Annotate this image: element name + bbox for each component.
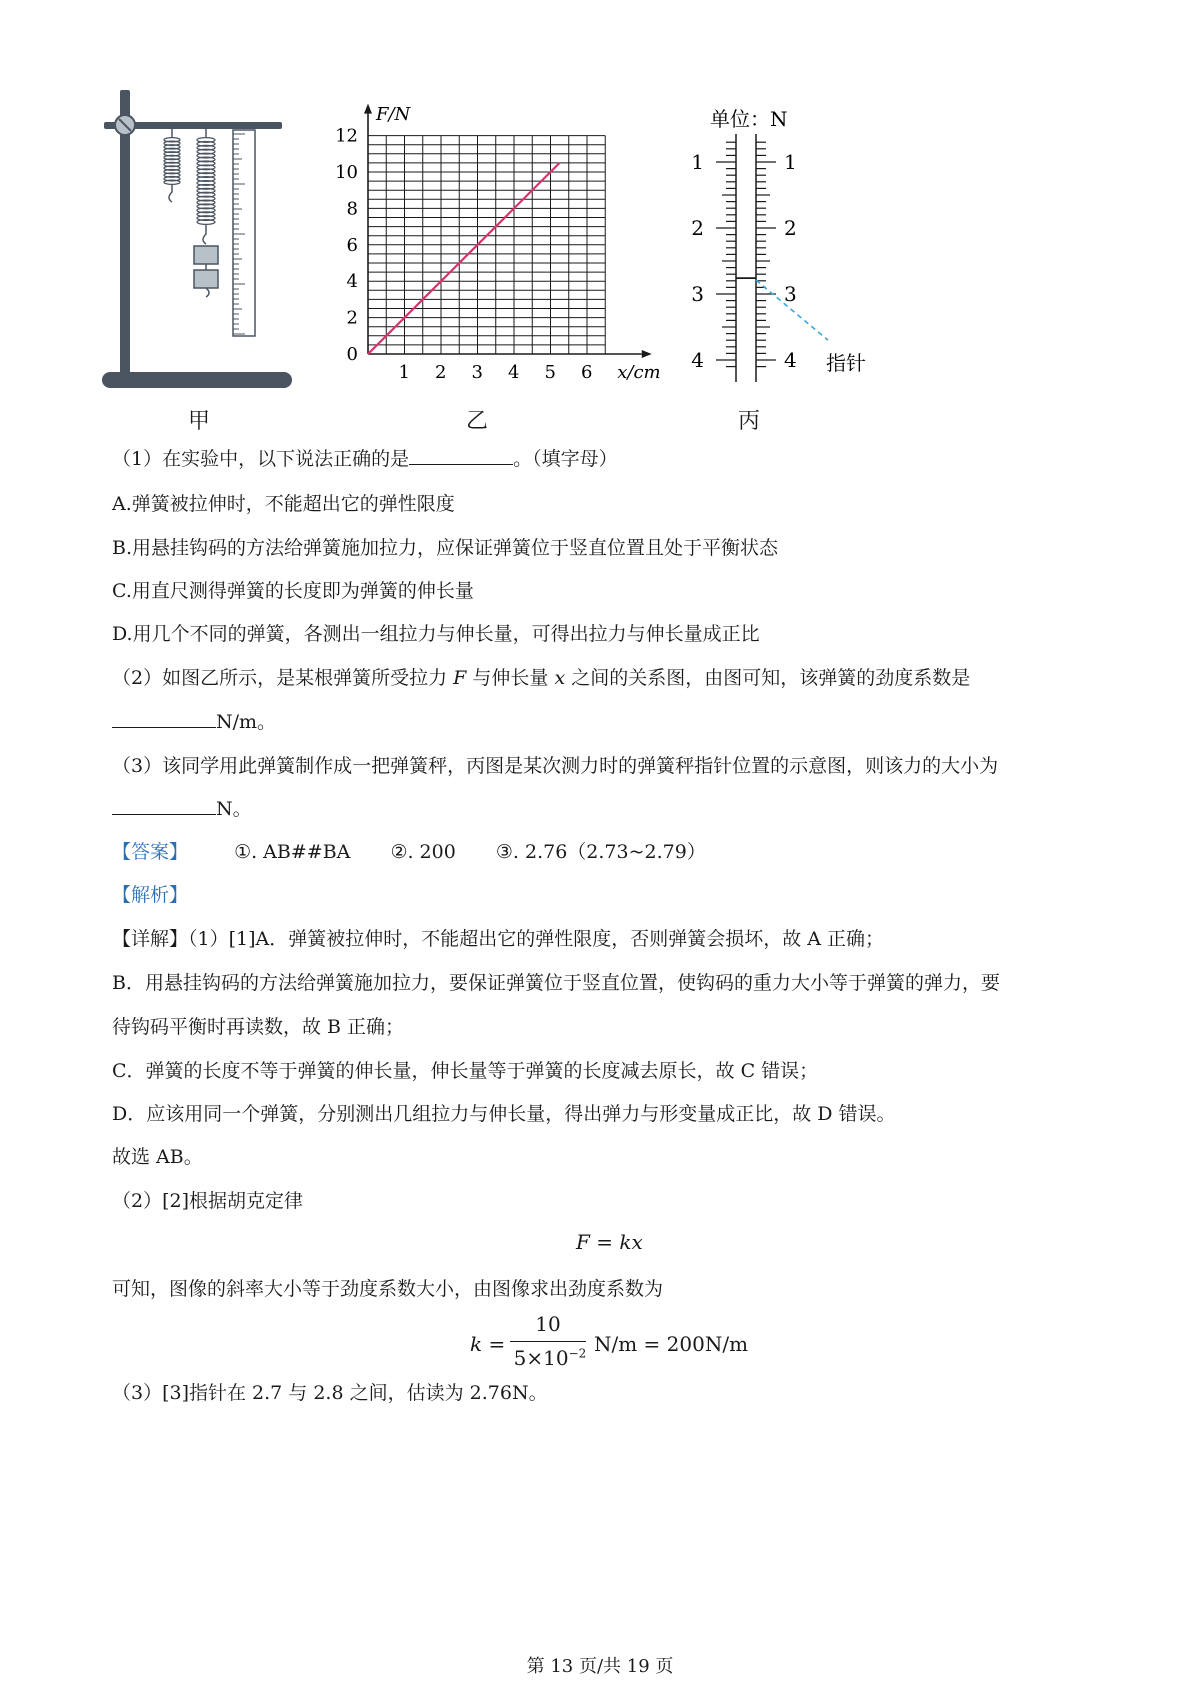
q1-option-a: A.弹簧被拉伸时，不能超出它的弹性限度 — [112, 493, 455, 515]
y-tick-label: 2 — [346, 307, 358, 329]
analysis-l8: 可知，图像的斜率大小等于劲度系数大小，由图像求出劲度系数为 — [112, 1278, 664, 1300]
q2-answer-line: N/m。 — [112, 707, 276, 734]
scale-right-number: 4 — [784, 348, 797, 372]
spring-scale — [680, 98, 880, 390]
analysis-l7: （2）[2]根据胡克定律 — [112, 1190, 304, 1212]
figure-yi-label: 乙 — [466, 409, 489, 434]
y-tick-label: 4 — [346, 271, 358, 293]
scale-left-number: 3 — [691, 282, 704, 306]
q1-stem: （1）在实验中，以下说法正确的是 。（填字母） — [112, 448, 618, 470]
analysis-l2: B．用悬挂钩码的方法给弹簧施加拉力，要保证弹簧位于竖直位置，使钩码的重力大小等于弹簧的弹力，要 — [112, 972, 1000, 994]
y-tick-label: 0 — [346, 344, 358, 365]
series-line — [368, 163, 560, 354]
figure-jia — [100, 86, 300, 398]
f-x-chart — [330, 98, 660, 392]
equation-hooke: F = kx — [576, 1230, 643, 1254]
analysis-l4: C．弹簧的长度不等于弹簧的伸长量，伸长量等于弹簧的长度减去原长，故 C 错误； — [112, 1060, 819, 1082]
y-tick-label: 8 — [346, 198, 358, 220]
scale-left-number: 4 — [691, 348, 704, 372]
page-footer: 第 13 页/共 19 页 — [526, 1656, 674, 1677]
answer-line: 【答案】 ①. AB##BA ②. 200 ③. 2.76（2.73~2.79） — [112, 841, 706, 863]
x-tick-label: 6 — [581, 362, 593, 383]
q1-option-d: D.用几个不同的弹簧，各测出一组拉力与伸长量，可得出拉力与伸长量成正比 — [112, 623, 760, 645]
analysis-l3: 待钩码平衡时再读数，故 B 正确； — [112, 1016, 405, 1038]
q1-option-c: C.用直尺测得弹簧的长度即为弹簧的伸长量 — [112, 580, 474, 602]
x-tick-label: 1 — [398, 362, 410, 383]
q2-blank[interactable] — [112, 709, 216, 728]
analysis-l6: 故选 AB。 — [112, 1146, 203, 1168]
pointer-label: 指针 — [826, 351, 866, 375]
x-tick-label: 4 — [508, 362, 520, 383]
analysis-l9: （3）[3]指针在 2.7 与 2.8 之间，估读为 2.76N。 — [112, 1382, 548, 1404]
y-axis-arrow — [364, 104, 372, 114]
scale-right-number: 2 — [784, 216, 797, 240]
scale-right-number: 1 — [784, 150, 797, 174]
unit-label: 单位：N — [710, 107, 788, 131]
q1-blank[interactable] — [409, 446, 513, 465]
analysis-l5: D．应该用同一个弹簧，分别测出几组拉力与伸长量，得出弹力与形变量成正比，故 D 错误。 — [112, 1103, 896, 1125]
x-tick-label: 2 — [435, 362, 447, 383]
q3-stem: （3）该同学用此弹簧制作成一把弹簧秤，丙图是某次测力时的弹簧秤指针位置的示意图，则该力的大小为 — [112, 755, 999, 777]
analysis-l1: 【详解】（1）[1]A．弹簧被拉伸时，不能超出它的弹性限度，否则弹簧会损坏，故 A 正确； — [112, 928, 885, 950]
stand-diagram — [100, 86, 300, 398]
figure-yi — [330, 98, 660, 392]
figure-jia-label: 甲 — [188, 409, 211, 434]
y-tick-label: 10 — [335, 162, 358, 183]
q1-option-b: B.用悬挂钩码的方法给弹簧施加拉力，应保证弹簧位于竖直位置且处于平衡状态 — [112, 537, 779, 559]
scale-left-number: 1 — [691, 150, 704, 174]
answer-tag: 【答案】 — [112, 841, 189, 863]
x-tick-label: 5 — [544, 362, 556, 383]
y-tick-label: 6 — [346, 234, 358, 256]
figure-bing — [680, 98, 880, 390]
x-axis-label: x/cm — [617, 362, 660, 383]
x-axis-arrow — [642, 350, 652, 358]
scale-right-number: 3 — [784, 282, 797, 306]
q2-stem: （2）如图乙所示，是某根弹簧所受拉力 F 与伸长量 x 之间的关系图，由图可知，该弹簧的劲度系数是 — [112, 667, 971, 689]
y-tick-label: 12 — [335, 125, 358, 147]
q3-answer-line: N。 — [112, 794, 252, 821]
y-axis-label: F/N — [376, 104, 411, 125]
figure-bing-label: 丙 — [738, 409, 761, 434]
scale-left-number: 2 — [691, 216, 704, 240]
analysis-tag: 【解析】 — [112, 884, 189, 906]
x-tick-label: 3 — [471, 362, 483, 383]
q3-blank[interactable] — [112, 796, 216, 815]
